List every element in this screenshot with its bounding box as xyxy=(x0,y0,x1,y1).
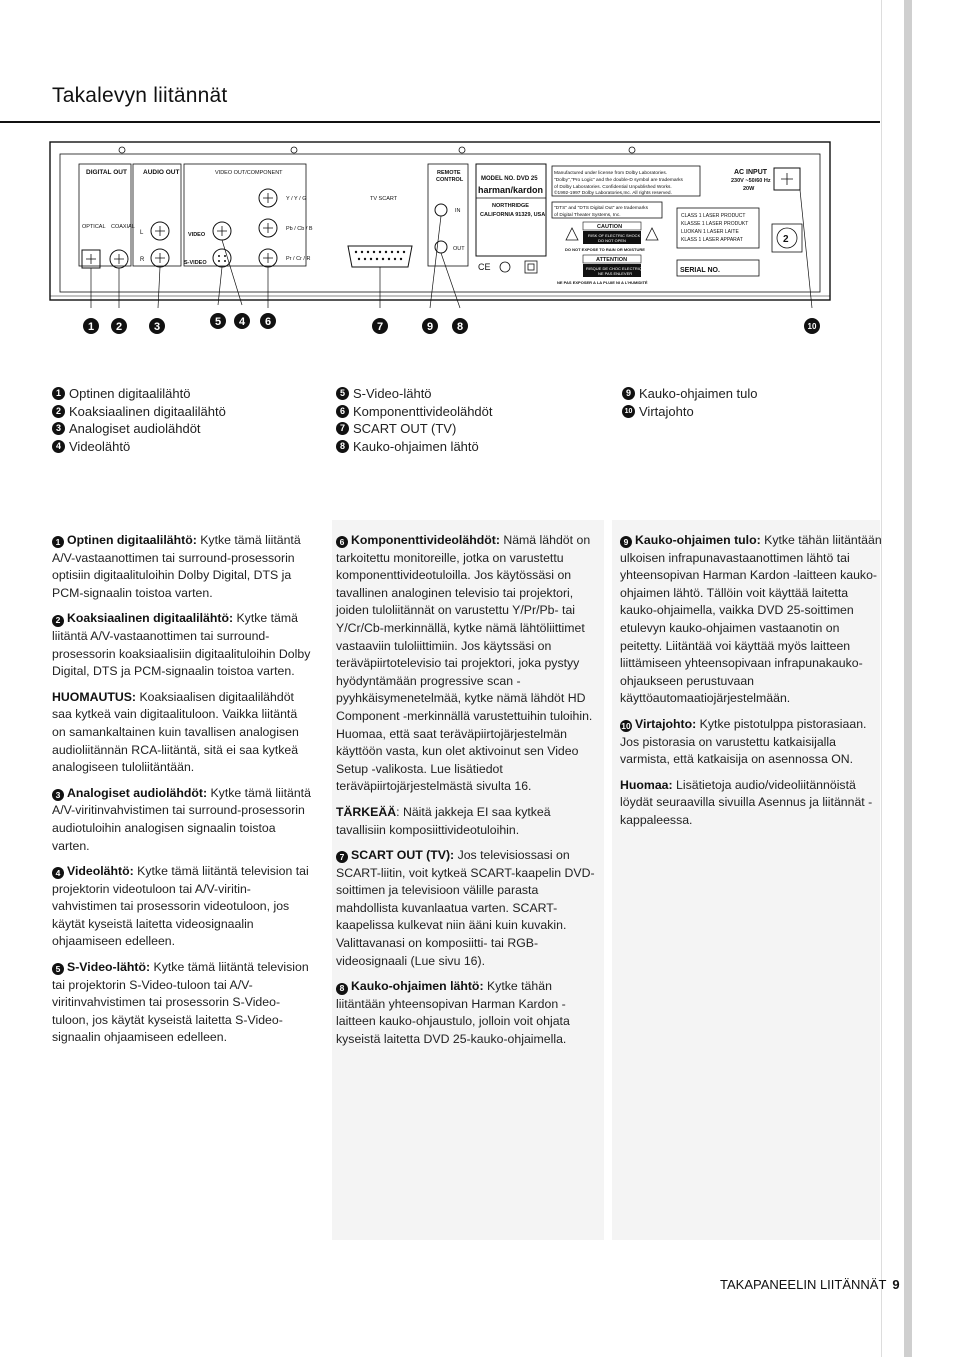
label-digital-out: DIGITAL OUT xyxy=(86,169,127,176)
label-serial: SERIAL NO. xyxy=(680,267,720,274)
s-video-jack xyxy=(213,249,231,267)
paragraph-text: Koaksiaalisen digitaalilähdöt saa kytkeä vain digitaalituloon. Vaikka liitäntä on samankaltainen kuin tavallisen analogisen audioliitännän RCA-liitäntä, sitä ei saa kytkeä analogiseen tuloliitäntään. xyxy=(52,689,299,775)
item-number-badge: 10 xyxy=(621,720,631,731)
paragraph-text: Kytke tämä liitäntä A/V-vastaanottimen tai surround-prosessorin koaksiaalisiin digitaalituloihin Dolby Digital, DTS ja PCM-signaalin toistoa varten. xyxy=(52,611,311,679)
body-paragraph xyxy=(52,532,314,602)
rear-panel-diagram xyxy=(0,130,960,350)
scart-connector xyxy=(348,246,412,267)
text-attention-3: NE PAS ENLEVER xyxy=(598,271,633,276)
paragraph-heading: HUOMAUTUS: xyxy=(52,689,137,704)
label-northridge: NORTHRIDGE xyxy=(492,203,529,209)
paragraph-text: Kytke tämä liitäntä A/V-viritinvahvistimen tai surround-prosessorin audiotuloihin analogisen signaalin toistoa varten. xyxy=(52,785,311,853)
text-dts-1: "DTS" and "DTS Digital Out" are trademarks xyxy=(554,206,648,211)
paragraph-heading: SCART OUT (TV): xyxy=(351,848,455,863)
item-number-badge: 1 xyxy=(52,536,64,548)
callout-2: 2 xyxy=(115,321,123,333)
paragraph-heading: Videolähtö: xyxy=(67,864,134,879)
text-caution-2: RISK OF ELECTRIC SHOCK xyxy=(588,233,641,238)
paragraph-text: Jos televisiossasi on SCART-liitin, voit kytkeä SCART-kaapelin DVD-soittimen ja televisioon välille parasta mahdollista kuvanlaatua varten. SCART-kaapelissa kulkevat niin ääni kuin kuvakin. Valittavanasi on komposiitti- tai RGB-videosignaali (Lue sivu 16). xyxy=(336,848,595,968)
body-paragraph xyxy=(336,978,598,1048)
text-humidite: NE PAS EXPOSER A LA PLUIE NI A L'HUMIDITÉ xyxy=(557,280,648,285)
label-video: VIDEO xyxy=(188,232,206,238)
label-in: IN xyxy=(455,208,461,214)
item-number-badge: 9 xyxy=(620,536,632,548)
text-rain: DO NOT EXPOSE TO RAIN OR MOISTURE xyxy=(565,247,645,252)
item-number-badge: 7 xyxy=(336,851,348,863)
callout-4: 4 xyxy=(238,316,246,328)
text-dolby-4: ©1992-1997 Dolby Laboratories,Inc. All rights reserved. xyxy=(554,191,672,196)
text-caution: CAUTION xyxy=(597,224,623,230)
item-number-badge: 3 xyxy=(52,789,64,801)
item-number-badge: 8 xyxy=(336,983,348,995)
body-paragraph xyxy=(52,610,314,680)
label-video-out-component: VIDEO OUT/COMPONENT xyxy=(215,170,283,176)
paragraph-heading: Kauko-ohjaimen lähtö: xyxy=(351,979,484,994)
label-coaxial: COAXIAL xyxy=(111,224,135,230)
label-brand: harman/kardon xyxy=(478,185,544,195)
label-remote: REMOTE xyxy=(437,170,461,176)
body-paragraph xyxy=(52,689,314,777)
label-model: MODEL NO. DVD 25 xyxy=(481,176,538,182)
page-footer xyxy=(720,1277,900,1292)
text-attention: ATTENTION xyxy=(596,257,628,263)
text-class-1: CLASS 1 LASER PRODUCT xyxy=(681,213,746,219)
legend-col-3 xyxy=(622,385,758,420)
legend-item: 2 Koaksiaalinen digitaalilähtö xyxy=(52,403,226,421)
paragraph-text: Kytke tämä liitäntä television tai projektorin S-Video-tuloon tai A/V-viritinvahvistimen tai prosessorin S-Video-tuloon, jos käytät kyseistä laitetta S-Video-signaalin ohjaamiseen edelleen. xyxy=(52,960,309,1045)
body-paragraph xyxy=(620,716,882,769)
callout-5: 5 xyxy=(214,316,222,328)
item-number-badge: 6 xyxy=(336,536,348,548)
body-paragraph xyxy=(620,532,882,708)
legend-item: 5 S-Video-lähtö xyxy=(336,385,493,403)
paragraph-text: Nämä lähdöt on tarkoitettu monitoreille, jotka on varustettu komponenttivideotuloilla. Jos käytössäsi on tavallinen analoginen televisio tai projektori, joiden tuloliitännät on varustettu Y/Pr/Pb- tai Y/Cr/Cb-merkinnällä, kytke nämä lähtöliittimet vastaaviin tuloliittimiin. Jos käytssäsi on teräväpiirtotelevisio tai projektori, joka pystyy hyödyntämään progressive scan - pyyhkäisymenetelmää, kytke nämä lähdöt HD Component -merkinnällä varustettuihin tuloihin. Huomaa, että saat teräväpiirtojärjestelmän käyttöön vasta, kun olet aktivoinut sen Video Setup -valikosta. Lue lisätiedot teräväpiirtojärjestelmästä sivulta 16. xyxy=(336,533,593,794)
paragraph-heading: Kauko-ohjaimen tulo: xyxy=(635,533,761,547)
paragraph-text: Kytke tämä liitäntä television tai projektorin videotuloon tai A/V-viritin-vahvistimen tai prosessorin videotuloon, jos käytät kyseistä laitetta videosignaalin ohjaamiseen edelleen. xyxy=(52,864,309,949)
body-paragraph xyxy=(52,959,314,1047)
paragraph-heading: S-Video-lähtö: xyxy=(67,960,151,975)
legend-col-2 xyxy=(336,385,493,455)
label-audio-out: AUDIO OUT xyxy=(143,169,180,176)
page-title: Takalevyn liitännät xyxy=(52,84,228,107)
body-paragraph xyxy=(52,863,314,951)
body-paragraph xyxy=(336,532,598,796)
label-s-video: S-VIDEO xyxy=(184,260,207,266)
legend-item: 9 Kauko-ohjaimen tulo xyxy=(622,385,758,403)
legend-item: 6 Komponenttivideolähdöt xyxy=(336,403,493,421)
label-tv-scart: TV SCART xyxy=(370,196,398,202)
text-dolby-3: of Dolby Laboratories. Confidential Unpublished Works. xyxy=(554,185,672,190)
legend-item: 1 Optinen digitaalilähtö xyxy=(52,385,226,403)
callout-6: 6 xyxy=(264,316,272,328)
body-column-1 xyxy=(52,532,314,1055)
body-paragraph xyxy=(620,777,882,830)
legend-item: 8 Kauko-ohjaimen lähtö xyxy=(336,438,493,456)
label-control: CONTROL xyxy=(436,177,464,183)
callout-8: 8 xyxy=(456,321,464,333)
body-paragraph xyxy=(336,847,598,970)
callout-7: 7 xyxy=(376,321,384,333)
title-rule xyxy=(0,121,880,123)
label-y: Y / Y / G xyxy=(286,196,307,202)
label-ac-watt: 20W xyxy=(743,186,755,192)
legend-item: 10 Virtajohto xyxy=(622,403,758,421)
callout-1: 1 xyxy=(87,321,95,333)
paragraph-text: Kytke tähän liitäntään ulkoisen infrapunavastaanottimen lähtö tai yhteensopivan Harman Kardon -laitteen kauko-ohjaimen lähtö. Tällöin voit käyttää laitetta kauko-ohjaimella, vaikka DVD 25-soittimen etulevyn kauko-ohjaimen vastaanotin on peitetty. Liitäntää voi käyttää myös laitteen liittämiseen yhteensopivaan infrapunakauko-ohjaukseen perustuvaan käyttöautomaatiojärjestelmään. xyxy=(620,533,882,706)
paragraph-text: Kytke pistotulppa pistorasiaan. Jos pistorasia on varustettu katkaisijalla varmista, että katkaisija on asennossa ON. xyxy=(620,716,867,767)
text-dolby-1: Manufactured under license from Dolby Laboratories. xyxy=(554,171,668,176)
text-attention-2: RISQUE DE CHOC ELECTRIQUE xyxy=(586,266,648,271)
callout-10: 10 xyxy=(807,322,817,331)
text-class-2: KLASSE 1 LASER PRODUKT xyxy=(681,221,749,227)
body-column-2 xyxy=(336,532,598,1057)
text-caution-3: DO NOT OPEN xyxy=(598,238,626,243)
paragraph-heading: Huomaa: xyxy=(620,777,673,792)
svg-text:2: 2 xyxy=(783,234,789,245)
legend-col-1 xyxy=(52,385,226,455)
page-number: 9 xyxy=(892,1277,900,1292)
item-number-badge: 2 xyxy=(52,615,64,627)
label-r: R xyxy=(140,257,145,263)
legend-item: 3 Analogiset audiolähdöt xyxy=(52,420,226,438)
callout-3: 3 xyxy=(153,321,161,333)
callout-9: 9 xyxy=(426,321,434,333)
paragraph-text: Kytke tämä liitäntä A/V-vastaanottimen tai surround-prosessorin optisiin digitaalituloihin Dolby Digital, DTS ja PCM-signaalin toistoa varten. xyxy=(52,533,301,600)
paragraph-text: Kytke tähän liitäntään yhteensopivan Harman Kardon -laitteen kauko-ohjaustulo, jolloin voit ohjata kyseistä laitetta DVD 25-kauko-ohjaimella. xyxy=(336,979,570,1047)
label-california: CALIFORNIA 91329, USA xyxy=(480,212,546,218)
label-optical: OPTICAL xyxy=(82,224,106,230)
paragraph-text: : Näitä jakkeja EI saa kytkeä tavallisiin komposiittivideotuloihin. xyxy=(336,804,551,837)
label-ac-spec: 230V ~50/60 Hz xyxy=(731,178,771,184)
ce-mark: CE xyxy=(478,262,491,272)
remote-in-jack xyxy=(435,204,447,216)
paragraph-heading: Virtajohto: xyxy=(635,716,697,731)
body-column-3 xyxy=(620,532,882,838)
text-class-3: LUOKAN 1 LASER LAITE xyxy=(681,229,739,235)
body-paragraph xyxy=(52,785,314,855)
label-pr: Pr / Cr / R xyxy=(286,256,311,262)
item-number-badge: 4 xyxy=(52,867,64,879)
paragraph-heading: Koaksiaalinen digitaalilähtö: xyxy=(67,611,234,626)
paragraph-heading: TÄRKEÄÄ xyxy=(336,804,397,819)
label-l: L xyxy=(140,230,144,236)
label-out: OUT xyxy=(453,246,465,252)
legend-item: 7 SCART OUT (TV) xyxy=(336,420,493,438)
footer-section-title: TAKAPANEELIN LIITÄNNÄT xyxy=(720,1277,887,1292)
paragraph-heading: Analogiset audiolähdöt: xyxy=(67,785,208,800)
label-pb: Pb / Cb / B xyxy=(286,226,313,232)
text-dts-2: of Digital Theater Systems, Inc. xyxy=(554,213,621,218)
paragraph-heading: Komponenttivideolähdöt: xyxy=(351,533,500,547)
label-ac-input: AC INPUT xyxy=(734,169,768,176)
body-paragraph xyxy=(336,804,598,839)
text-dolby-2: "Dolby","Pro Logic" and the double-D symbol are trademarks xyxy=(554,178,683,183)
paragraph-text: Lisätietoja audio/videoliitännöistä löydät seuraavilla sivuilla Asennus ja liitännät -kappaleessa. xyxy=(620,777,873,827)
legend-item: 4 Videolähtö xyxy=(52,438,226,456)
text-class-4: KLASS 1 LASER APPARAT xyxy=(681,237,743,243)
item-number-badge: 5 xyxy=(52,963,64,975)
paragraph-heading: Optinen digitaalilähtö: xyxy=(67,533,197,547)
